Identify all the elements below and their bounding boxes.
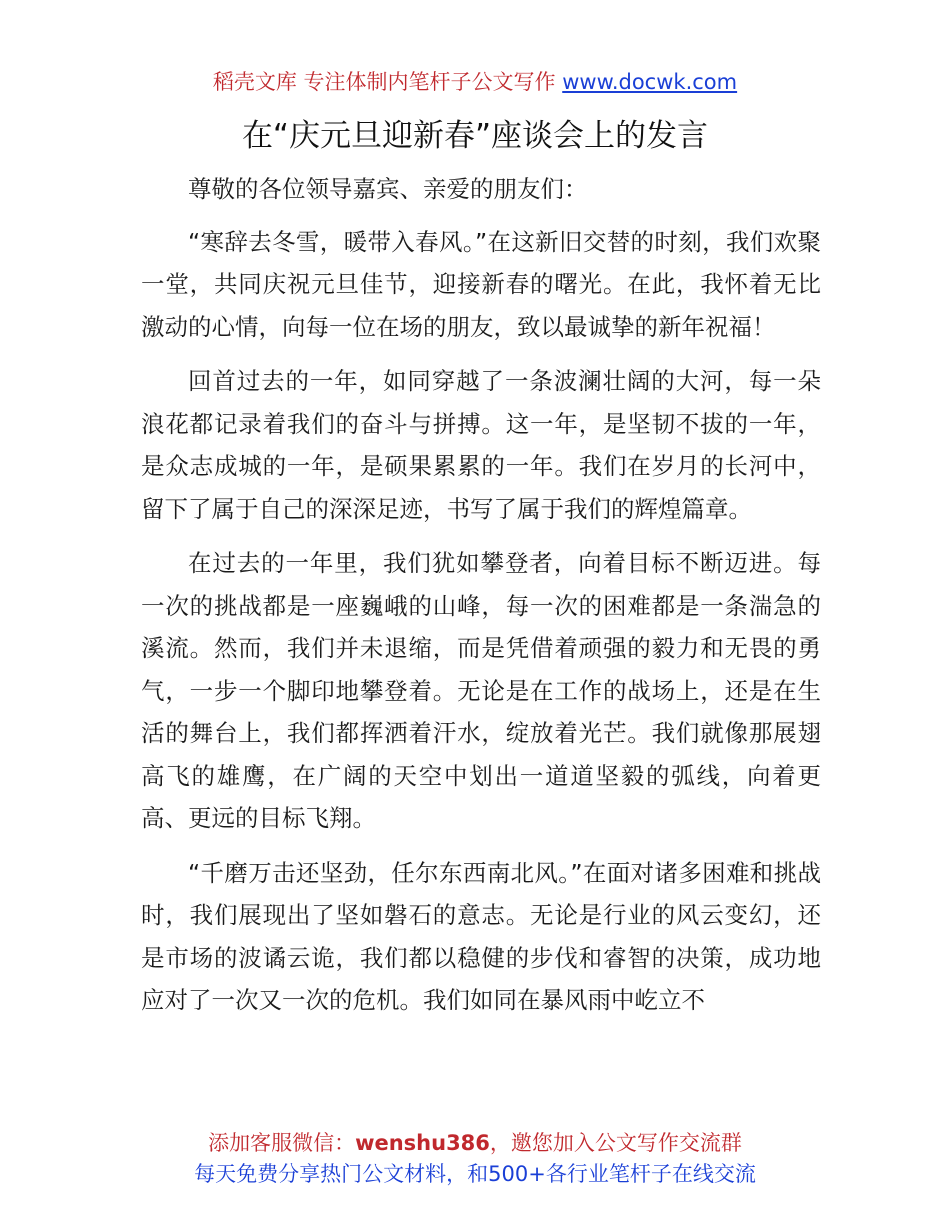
document-title: 在“庆元旦迎新春”座谈会上的发言 [241,118,709,154]
greeting: 尊敬的各位领导嘉宾、亲爱的朋友们： [188,175,588,203]
page-header [0,66,950,98]
site-name: 稻壳文库 专注体制内笔杆子公文写作 [212,70,563,94]
document-body [141,168,821,1034]
footer-wechat-line [0,1128,950,1159]
paragraph: “千磨万击还坚劲，任尔东西南北风。”在面对诸多困难和挑战时，我们展现出了坚如磐石的意志。无论是行业的风云变幻，还是市场的波谲云诡，我们都以稳健的步伐和睿智的决策，成功地应对了一次又一次的危机。我们如同在暴风雨中屹立不 [141,858,821,1014]
wechat-id: wenshu386 [355,1131,490,1155]
site-url-link[interactable]: www.docwk.com [562,70,738,94]
footer-promo-line: 每天免费分享热门公文材料，和500+各行业笔杆子在线交流 [194,1162,756,1186]
footer-wechat-suffix: ，邀您加入公文写作交流群 [489,1131,742,1155]
paragraph: 在过去的一年里，我们犹如攀登者，向着目标不断迈进。每一次的挑战都是一座巍峨的山峰，每一次的困难都是一条湍急的溪流。然而，我们并未退缩，而是凭借着顽强的毅力和无畏的勇气，一步一个脚印地攀登着。无论是在工作的战场上，还是在生活的舞台上，我们都挥洒着汗水，绽放着光芒。我们就像那展翅高飞的雄鹰，在广阔的天空中划出一道道坚毅的弧线，向着更高、更远的目标飞翔。 [141,549,821,832]
page-footer [0,1128,950,1190]
footer-wechat-prefix: 添加客服微信： [208,1131,356,1155]
paragraph: 回首过去的一年，如同穿越了一条波澜壮阔的大河，每一朵浪花都记录着我们的奋斗与拼搏。这一年，是坚韧不拔的一年，是众志成城的一年，是硕果累累的一年。我们在岁月的长河中，留下了属于自己的深深足迹，书写了属于我们的辉煌篇章。 [141,367,821,523]
paragraph: “寒辞去冬雪，暖带入春风。”在这新旧交替的时刻，我们欢聚一堂，共同庆祝元旦佳节，迎接新春的曙光。在此，我怀着无比激动的心情，向每一位在场的朋友，致以最诚挚的新年祝福！ [141,227,821,341]
